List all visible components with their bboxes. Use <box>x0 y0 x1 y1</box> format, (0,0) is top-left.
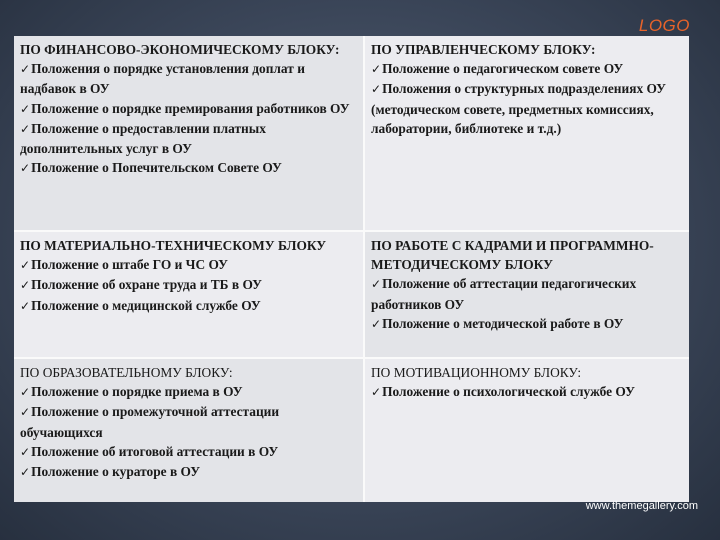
regulation-list <box>371 274 683 334</box>
cell-material <box>14 232 365 359</box>
regulation-list <box>20 382 357 482</box>
list-item: ✓Положение о Попечительском Совете ОУ <box>20 160 282 176</box>
checkmark-icon: ✓ <box>20 465 31 480</box>
cell-title: ПО ОБРАЗОВАТЕЛЬНОМУ БЛОКУ: <box>20 365 233 380</box>
list-item: ✓Положение о порядке премирования работников ОУ <box>20 100 350 116</box>
regulation-list <box>371 59 683 138</box>
checkmark-icon: ✓ <box>371 385 382 400</box>
checkmark-icon: ✓ <box>20 101 31 116</box>
cell-finance <box>14 36 365 232</box>
cell-title: ПО ФИНАНСОВО-ЭКОНОМИЧЕСКОМУ БЛОКУ: <box>20 42 340 57</box>
checkmark-icon: ✓ <box>371 277 382 292</box>
list-item: ✓Положение о промежуточной аттестации обучающихся <box>20 404 280 440</box>
list-item: ✓Положение о порядке приема в ОУ <box>20 384 243 400</box>
checkmark-icon: ✓ <box>20 258 31 273</box>
logo-text: LOGO <box>638 16 690 35</box>
list-item: ✓Положение об охране труда и ТБ в ОУ <box>20 277 262 293</box>
cell-title: ПО МОТИВАЦИОННОМУ БЛОКУ: <box>371 365 582 380</box>
checkmark-icon: ✓ <box>20 298 31 313</box>
checkmark-icon: ✓ <box>371 82 382 97</box>
list-item: ✓Положение о медицинской службе ОУ <box>20 297 261 313</box>
checkmark-icon: ✓ <box>20 405 31 420</box>
checkmark-icon: ✓ <box>20 278 31 293</box>
regulation-list <box>20 59 357 178</box>
regulations-table <box>14 36 689 502</box>
cell-title: ПО МАТЕРИАЛЬНО-ТЕХНИЧЕСКОМУ БЛОКУ <box>20 238 327 253</box>
list-item: ✓Положение о педагогическом совете ОУ <box>371 61 624 77</box>
checkmark-icon: ✓ <box>20 121 31 136</box>
checkmark-icon: ✓ <box>20 62 31 77</box>
regulation-list <box>371 382 683 402</box>
list-item: ✓Положение об итоговой аттестации в ОУ <box>20 443 279 459</box>
list-item: ✓Положение о кураторе в ОУ <box>20 464 201 480</box>
list-item: ✓Положения о структурных подразделениях ОУ (методическом совете, предметных комиссиях, лаборатории, библиотеке и т.д.) <box>371 81 666 136</box>
checkmark-icon: ✓ <box>20 161 31 176</box>
list-item: ✓Положение об аттестации педагогических работников ОУ <box>371 276 637 312</box>
cell-management <box>365 36 689 232</box>
list-item: ✓Положения о порядке установления доплат и надбавок в ОУ <box>20 61 305 97</box>
cell-motivation <box>365 359 689 502</box>
cell-personnel <box>365 232 689 359</box>
cell-education <box>14 359 365 502</box>
list-item: ✓Положение о психологической службе ОУ <box>371 384 635 400</box>
list-item: ✓Положение о предоставлении платных дополнительных услуг в ОУ <box>20 120 266 157</box>
cell-title: ПО РАБОТЕ С КАДРАМИ И ПРОГРАММНО-МЕТОДИЧЕСКОМУ БЛОКУ <box>371 238 654 273</box>
list-item: ✓Положение о методической работе в ОУ <box>371 315 624 331</box>
checkmark-icon: ✓ <box>371 316 382 331</box>
footer-url[interactable]: www.themegallery.com <box>585 500 698 512</box>
list-item: ✓Положение о штабе ГО и ЧС ОУ <box>20 257 229 273</box>
cell-title: ПО УПРАВЛЕНЧЕСКОМУ БЛОКУ: <box>371 42 596 57</box>
checkmark-icon: ✓ <box>371 62 382 77</box>
checkmark-icon: ✓ <box>20 385 31 400</box>
checkmark-icon: ✓ <box>20 444 31 459</box>
regulation-list <box>20 255 357 316</box>
